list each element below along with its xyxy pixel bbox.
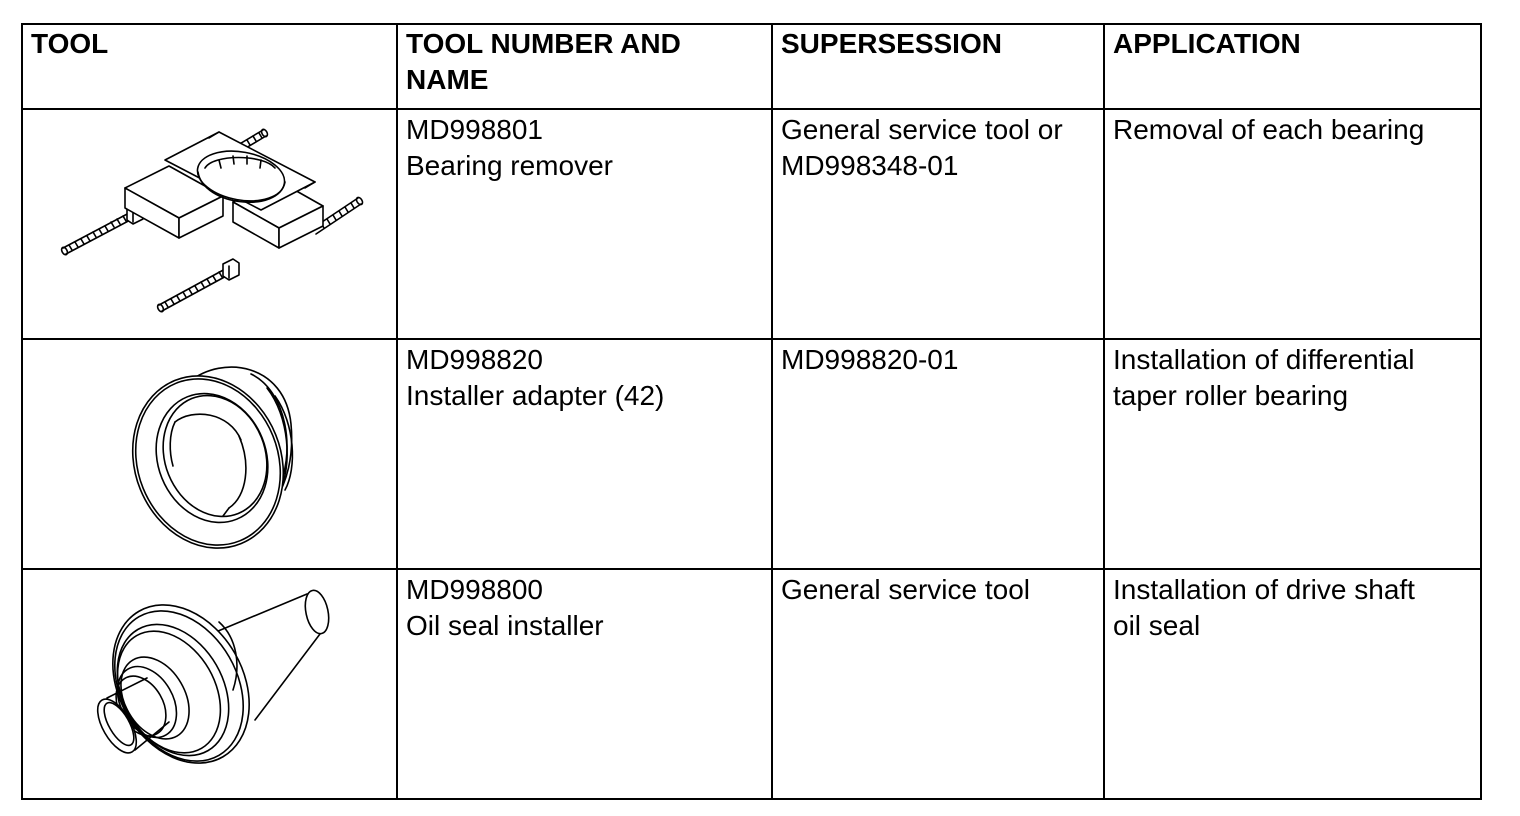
tool-image-cell — [22, 339, 397, 569]
header-tool: TOOL — [22, 24, 397, 109]
application-line: Installation of differential — [1113, 344, 1415, 375]
supersession-line: General service tool or — [781, 114, 1063, 145]
supersession-cell — [772, 569, 1104, 799]
supersession-line: General service tool — [781, 574, 1031, 605]
special-tools-table — [21, 23, 1482, 800]
header-application: APPLICATION — [1104, 24, 1481, 109]
application-line: Removal of each bearing — [1113, 114, 1425, 145]
tool-name: Oil seal installer — [406, 610, 604, 641]
application-line: taper roller bearing — [1113, 380, 1349, 411]
header-row — [22, 24, 1481, 109]
table-row — [22, 339, 1481, 569]
application-cell — [1104, 109, 1481, 339]
table-row — [22, 569, 1481, 799]
supersession-line: MD998348-01 — [781, 150, 959, 181]
tool-number: MD998801 — [406, 114, 543, 145]
tool-name: Bearing remover — [406, 150, 613, 181]
header-tool-number-and-name — [397, 24, 772, 109]
installer-adapter-icon — [23, 340, 398, 566]
application-cell — [1104, 569, 1481, 799]
header-supersession: SUPERSESSION — [772, 24, 1104, 109]
supersession-line: MD998820-01 — [781, 344, 959, 375]
header-tool-number-line1: TOOL NUMBER AND — [406, 28, 681, 59]
tool-number-name-cell — [397, 339, 772, 569]
tool-image-cell — [22, 569, 397, 799]
bearing-remover-icon — [23, 110, 398, 336]
supersession-cell — [772, 109, 1104, 339]
tool-name: Installer adapter (42) — [406, 380, 665, 411]
tool-number: MD998800 — [406, 574, 543, 605]
tool-number: MD998820 — [406, 344, 543, 375]
oil-seal-installer-icon — [23, 570, 398, 796]
table-row — [22, 109, 1481, 339]
application-line: Installation of drive shaft — [1113, 574, 1415, 605]
tool-number-name-cell — [397, 109, 772, 339]
application-line: oil seal — [1113, 610, 1201, 641]
supersession-cell — [772, 339, 1104, 569]
tool-image-cell — [22, 109, 397, 339]
application-cell — [1104, 339, 1481, 569]
tool-number-name-cell — [397, 569, 772, 799]
header-tool-number-line2: NAME — [406, 64, 489, 95]
